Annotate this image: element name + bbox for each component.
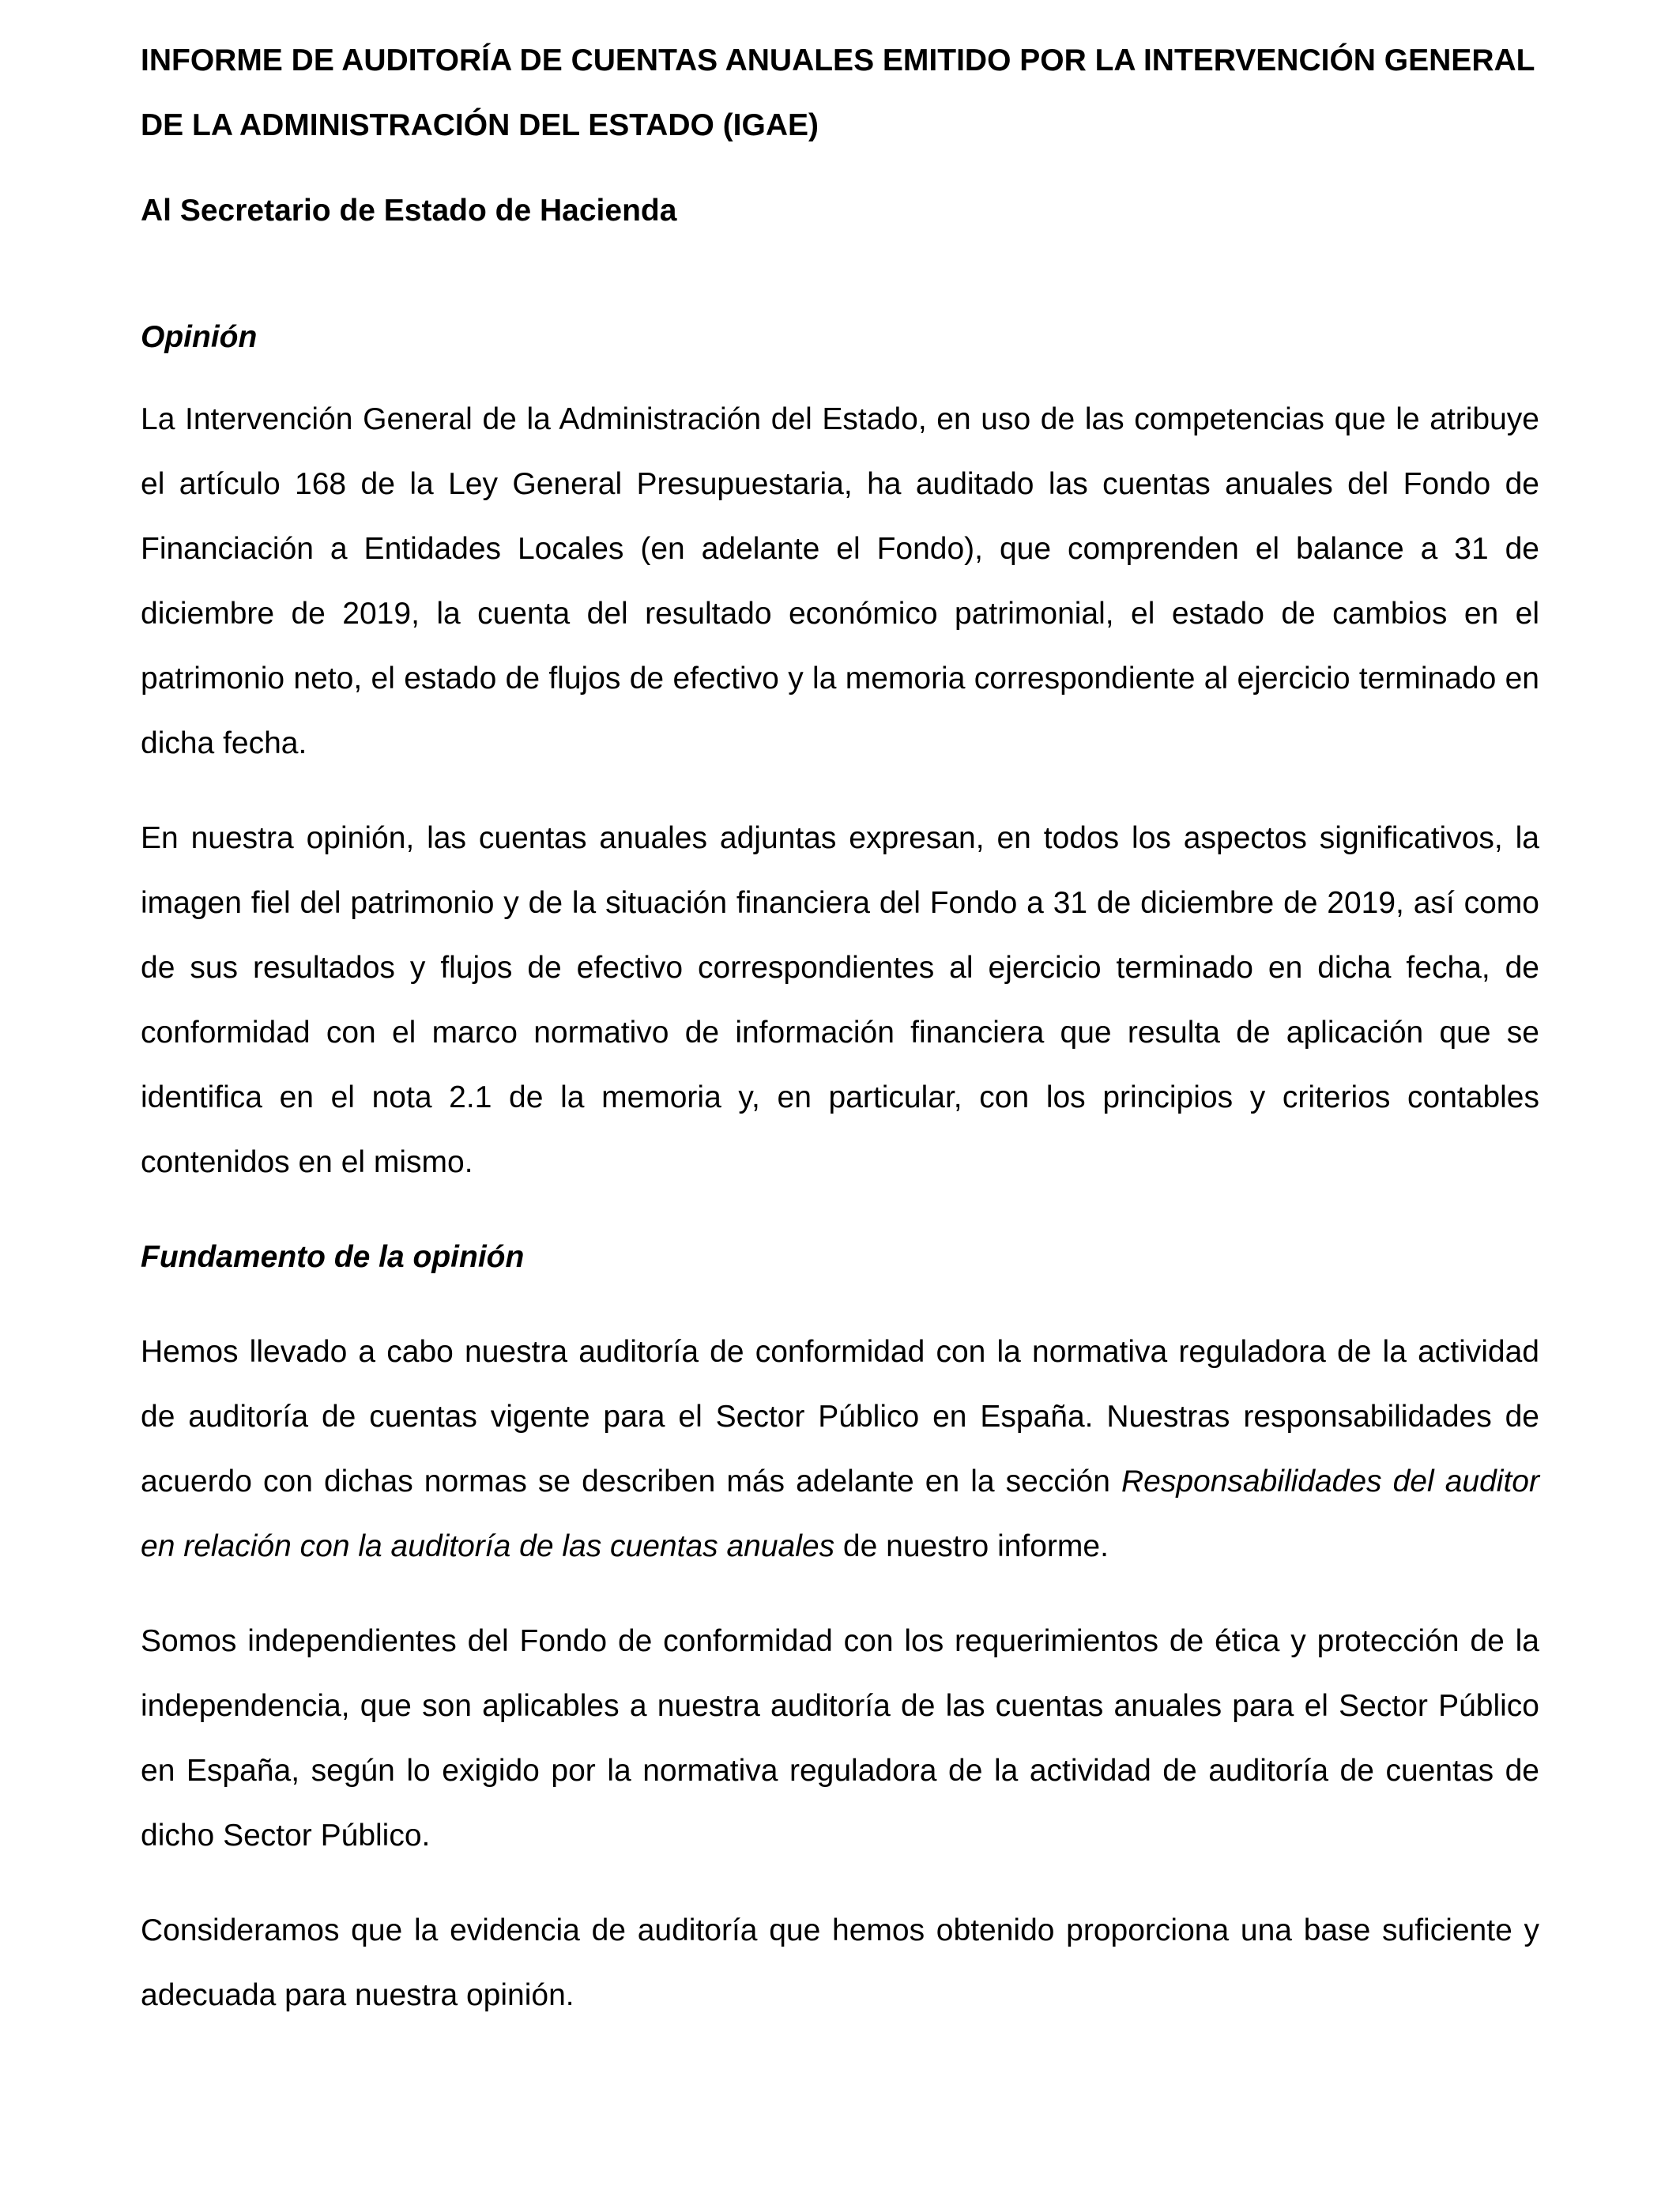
addressee: Al Secretario de Estado de Hacienda: [141, 194, 677, 228]
section-heading-opinion: Opinión: [141, 320, 258, 354]
fundamento-paragraph-3: Consideramos que la evidencia de auditoría que hemos obtenido proporciona una base suficiente y adecuada para nuestra opinión.: [141, 1913, 1539, 2012]
section-heading-fundamento: Fundamento de la opinión: [141, 1240, 525, 1274]
opinion-paragraph-1: La Intervención General de la Administración del Estado, en uso de las competencias que le atribuye el artículo 168 de la Ley General Presupuestaria, ha auditado las cuentas anuales del Fondo de Financiación a Entidades Locales (en adelante el Fondo), que comprenden el balance a 31 de diciembre de 2019, la cuenta del resultado económico patrimonial, el estado de cambios en el patrimonio neto, el estado de flujos de efectivo y la memoria correspondiente al ejercicio terminado en dicha fecha.: [141, 402, 1539, 760]
document-body: [141, 28, 1539, 2028]
fundamento-paragraph-1-italic: Responsabilidades del auditor en relación con la auditoría de las cuentas anuales: [141, 1465, 1539, 1563]
fundamento-paragraph-2: Somos independientes del Fondo de conformidad con los requerimientos de ética y protección de la independencia, que son aplicables a nuestra auditoría de las cuentas anuales para el Sector Público en España, según lo exigido por la normativa reguladora de la actividad de auditoría de cuentas de dicho Sector Público.: [141, 1624, 1539, 1853]
fundamento-paragraph-1: [141, 1320, 1539, 1579]
fundamento-paragraph-1-end: de nuestro informe.: [834, 1529, 1109, 1563]
report-title: INFORME DE AUDITORÍA DE CUENTAS ANUALES EMITIDO POR LA INTERVENCIÓN GENERAL DE LA ADMINISTRACIÓN DEL ESTADO (IGAE): [141, 43, 1535, 142]
opinion-paragraph-2: En nuestra opinión, las cuentas anuales adjuntas expresan, en todos los aspectos significativos, la imagen fiel del patrimonio y de la situación financiera del Fondo a 31 de diciembre de 2019, así como de sus resultados y flujos de efectivo correspondientes al ejercicio terminado en dicha fecha, de conformidad con el marco normativo de información financiera que resulta de aplicación que se identifica en el nota 2.1 de la memoria y, en particular, con los principios y criterios contables contenidos en el mismo.: [141, 821, 1539, 1179]
fundamento-paragraph-1-start: Hemos llevado a cabo nuestra auditoría de conformidad con la normativa reguladora de la actividad de auditoría de cuentas vigente para el Sector Público en España. Nuestras responsabilidades de acuerdo con dichas normas se describen más adelante en la sección: [141, 1335, 1539, 1498]
